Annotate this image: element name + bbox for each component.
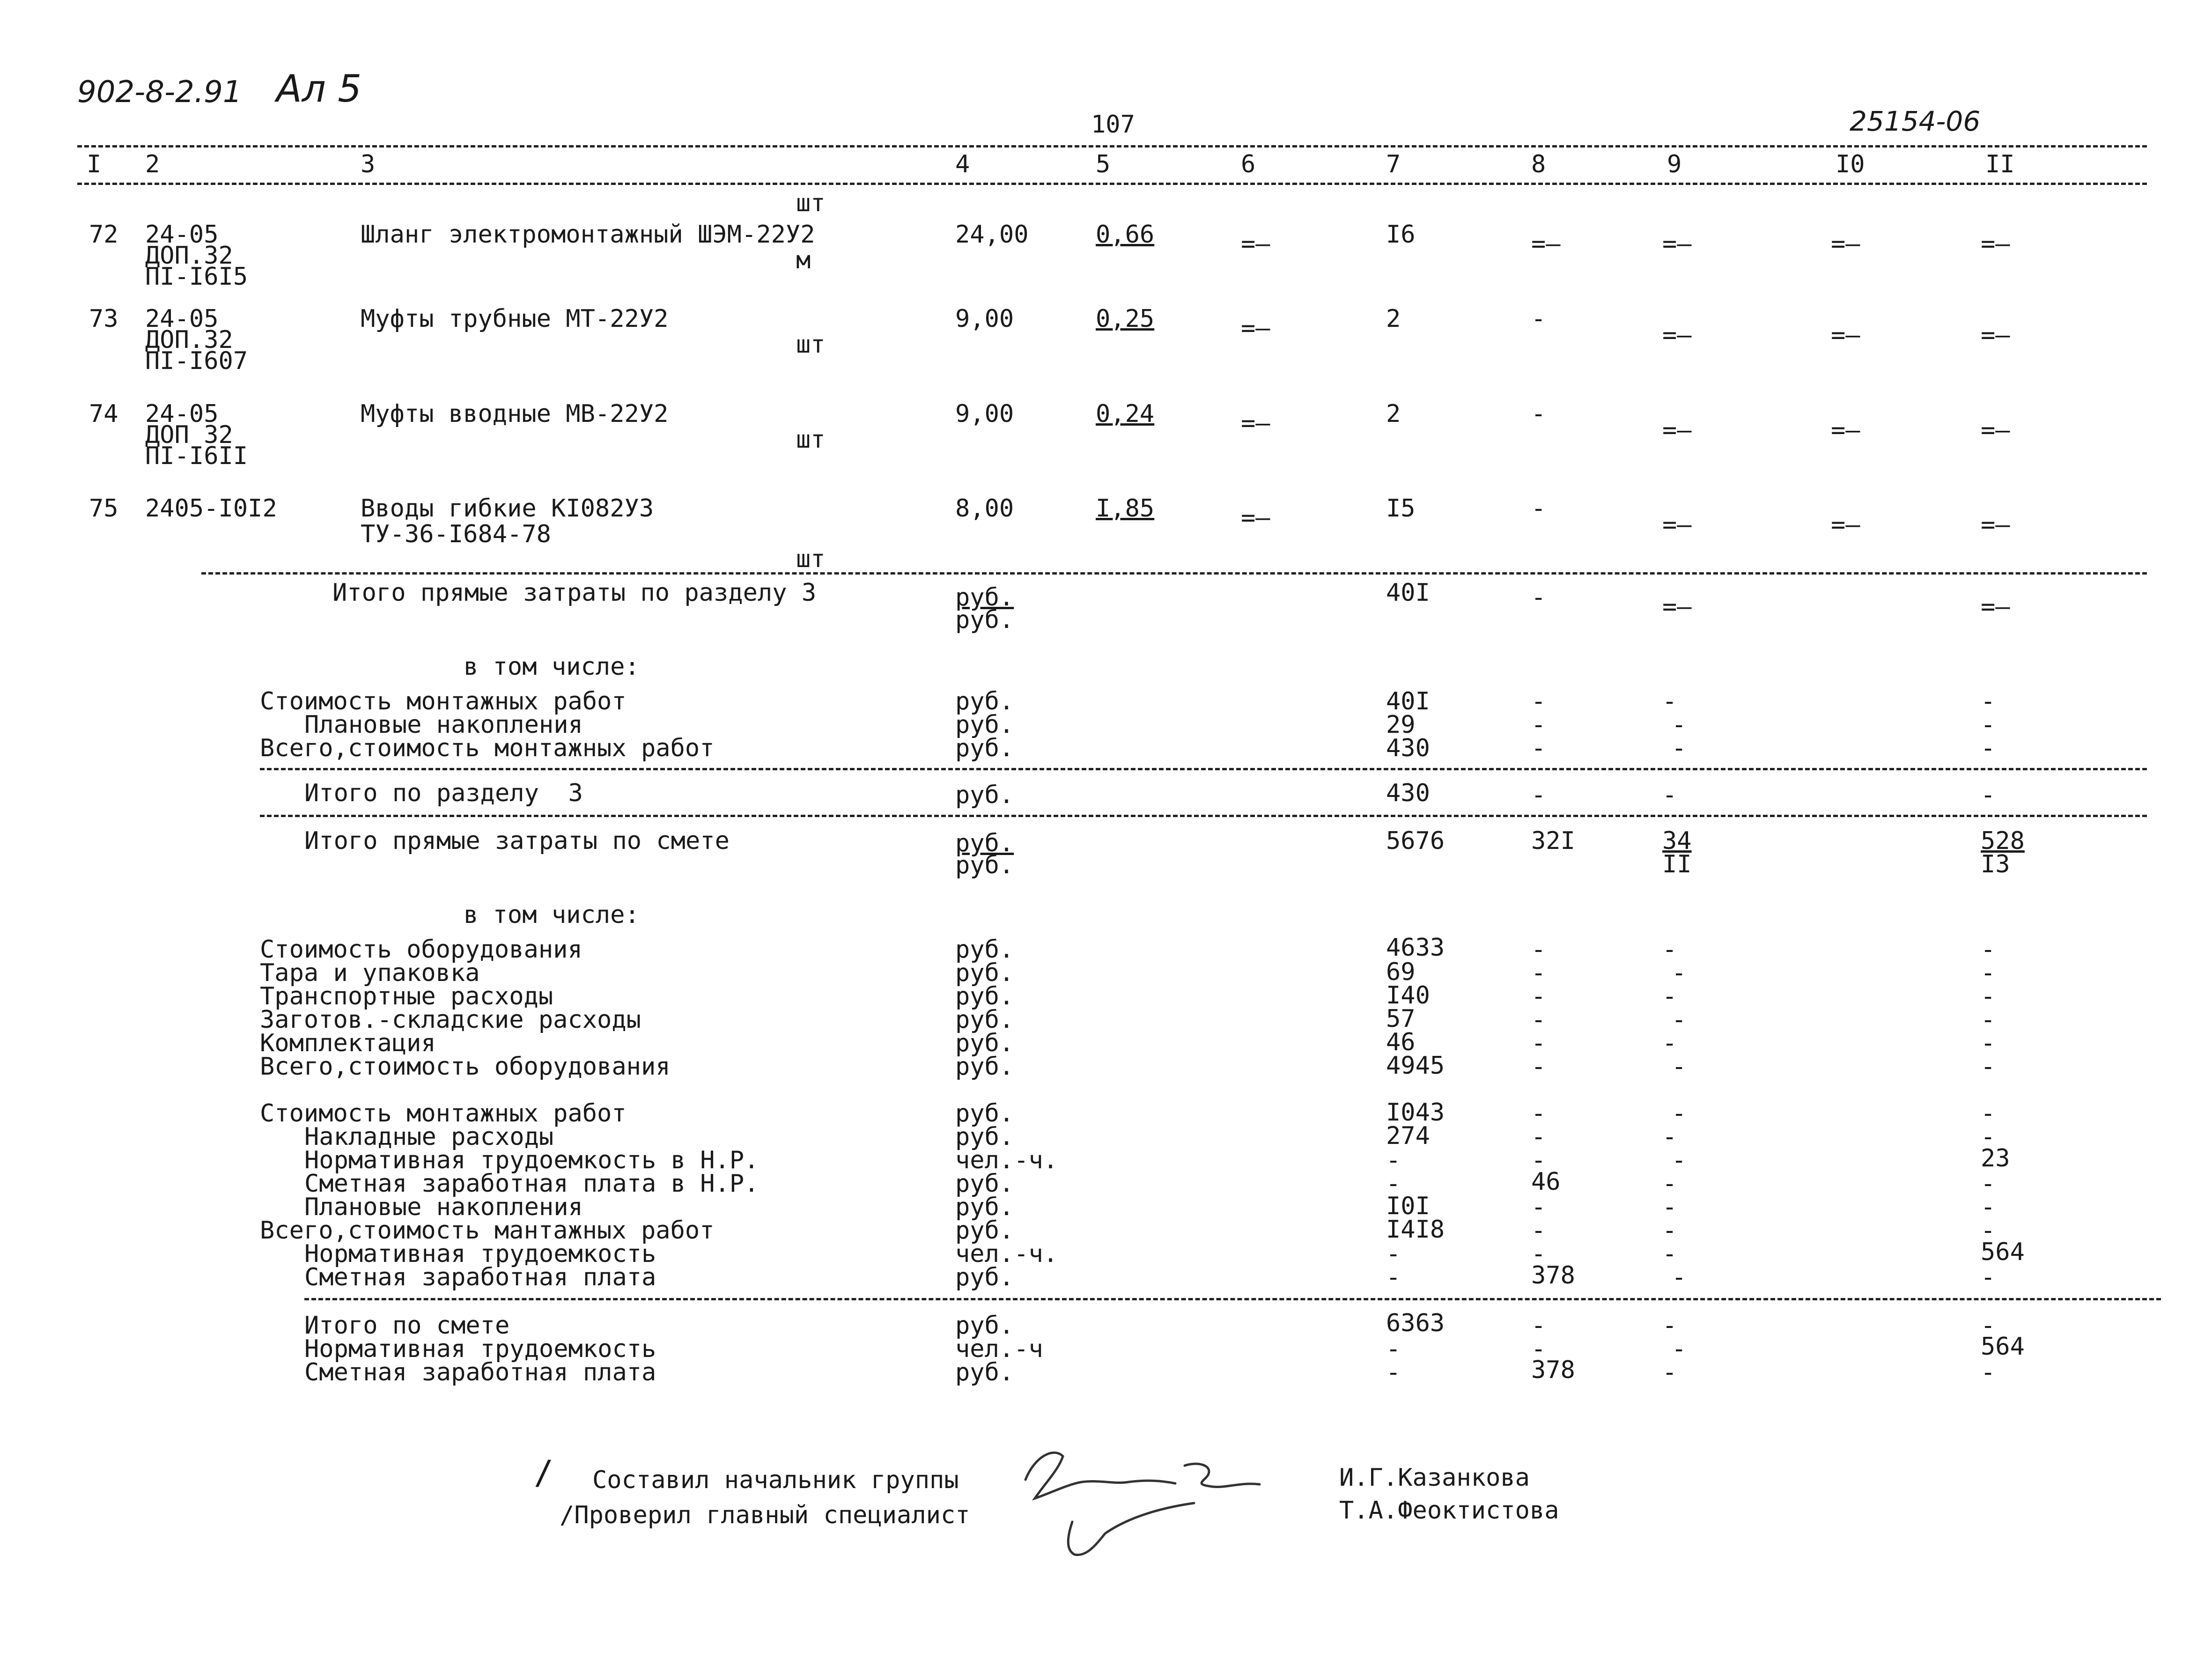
summary-c9: -: [1662, 1217, 1677, 1245]
summary-label: Стоимость монтажных работ: [260, 1099, 627, 1128]
grand-total-c11: -: [1981, 1312, 1996, 1340]
summary-c11: -: [1981, 959, 1996, 987]
summary-label: Накладные расходы: [304, 1123, 554, 1151]
summary-label: Плановые накопления: [304, 711, 583, 739]
summary-unit: руб.: [955, 1123, 1014, 1151]
col-number: 9: [1667, 150, 1682, 178]
estimate-direct-c7: 5676: [1386, 827, 1445, 855]
summary-label: Сметная заработная плата в Н.Р.: [304, 1170, 759, 1198]
signature-name: И.Г.Казанкова: [1339, 1464, 1530, 1492]
grand-total-unit: руб.: [955, 1312, 1014, 1340]
summary-c8: -: [1531, 1029, 1546, 1057]
summary-c7: 430: [1386, 734, 1430, 762]
summary-unit: руб.: [955, 1006, 1014, 1034]
section3-final-c7: 430: [1386, 779, 1430, 807]
item-code: ПI-I607: [145, 347, 248, 375]
item-c6: =—: [1241, 230, 1270, 258]
item-number: 73: [89, 305, 118, 333]
page-number: 107: [1091, 111, 1135, 139]
summary-c7: 274: [1386, 1122, 1430, 1150]
estimate-direct-c9: 34: [1662, 827, 1692, 855]
summary-unit: руб.: [955, 734, 1014, 762]
summary-c8: -: [1531, 982, 1546, 1010]
estimate-direct-label: Итого прямые затраты по смете: [304, 827, 730, 855]
item-c6: =—: [1241, 504, 1270, 532]
grand-total-c7: -: [1386, 1335, 1401, 1363]
section3-final-c9: -: [1662, 781, 1677, 809]
summary-label: Комплектация: [260, 1029, 436, 1057]
summary-c11: -: [1981, 1053, 1996, 1081]
header-bottom-line: [77, 183, 2147, 185]
summary-unit: руб.: [955, 711, 1014, 739]
section3-final-c11: -: [1981, 781, 1996, 809]
summary-c8: -: [1531, 1099, 1546, 1128]
item-c6: =—: [1241, 409, 1270, 437]
item-c7: 2: [1386, 305, 1401, 333]
item-c11: =—: [1981, 416, 2010, 444]
item-c9: =—: [1662, 511, 1692, 539]
summary-c8: 46: [1531, 1168, 1561, 1196]
summary-c7: 69: [1386, 958, 1416, 986]
item-c7: I6: [1386, 221, 1416, 249]
summary-c9: -: [1672, 1263, 1687, 1291]
estimate-direct-c11: I3: [1981, 850, 2010, 878]
summary-c7: -: [1386, 1146, 1401, 1174]
grand-total-c7: -: [1386, 1358, 1401, 1386]
col-number: I0: [1836, 150, 1865, 178]
summary-c8: -: [1531, 1006, 1546, 1034]
summary-c7: 46: [1386, 1028, 1416, 1056]
section3-total-c9: =—: [1662, 593, 1692, 621]
section3-final-label: Итого по разделу 3: [304, 779, 583, 807]
item-unit: шт: [796, 545, 826, 573]
subsection-title: в том числе:: [464, 901, 640, 929]
summary-c7: 4633: [1386, 934, 1445, 962]
summary-unit: руб.: [955, 1217, 1014, 1245]
summary-label: Плановые накопления: [304, 1193, 583, 1221]
summary-label: Всего,стоимость мaнтажных работ: [260, 1217, 715, 1245]
summary-label: Всего,стоимость монтажных работ: [260, 734, 715, 762]
summary-c8: -: [1531, 1146, 1546, 1174]
estimate-direct-unit: руб.: [955, 851, 1014, 879]
item-code: 2405-I0I2: [145, 494, 277, 523]
item-c8: -: [1531, 494, 1546, 523]
item-unit: шт: [796, 331, 826, 359]
section-divider: [260, 768, 2147, 770]
summary-unit: руб.: [955, 1193, 1014, 1221]
slash-mark: /: [560, 1501, 575, 1529]
item-c9: =—: [1662, 321, 1692, 349]
summary-c11: -: [1981, 1006, 1996, 1034]
summary-label: Стоимость оборудования: [260, 936, 582, 964]
summary-c7: -: [1386, 1170, 1401, 1198]
archive-number: 25154-06: [1850, 105, 1981, 137]
item-qty: 8,00: [955, 494, 1014, 523]
item-c11: =—: [1981, 321, 2010, 349]
summary-c9: -: [1662, 1193, 1677, 1221]
summary-c8: -: [1531, 711, 1546, 739]
summary-label: Стоимость монтажных работ: [260, 687, 627, 715]
summary-c9: -: [1672, 734, 1687, 762]
summary-c7: -: [1386, 1240, 1401, 1268]
section-divider: [201, 572, 2147, 575]
summary-c11: -: [1981, 982, 1996, 1010]
item-qty: 24,00: [955, 221, 1029, 249]
item-c7: I5: [1386, 494, 1416, 523]
summary-c11: -: [1981, 936, 1996, 964]
item-code: 24-05: [145, 221, 219, 249]
item-number: 75: [89, 494, 118, 523]
estimate-direct-unit: руб.: [955, 829, 1014, 857]
summary-label: Заготов.-складские расходы: [260, 1006, 641, 1034]
summary-c9: -: [1672, 1099, 1687, 1128]
summary-c9: -: [1672, 1006, 1687, 1034]
summary-c8: -: [1531, 734, 1546, 762]
summary-c7: -: [1386, 1263, 1401, 1291]
col-number: 6: [1241, 150, 1256, 178]
grand-total-c9: -: [1672, 1335, 1687, 1363]
summary-c7: 57: [1386, 1005, 1416, 1033]
item-c8: =—: [1531, 230, 1561, 258]
header-top-line: [77, 145, 2147, 147]
summary-c7: I0I: [1386, 1192, 1430, 1220]
summary-c11: -: [1981, 1123, 1996, 1151]
item-price: I,85: [1096, 494, 1155, 523]
summary-c7: 40I: [1386, 687, 1430, 715]
item-unit: шт: [796, 426, 826, 454]
summary-c9: -: [1672, 959, 1687, 987]
summary-c7: I043: [1386, 1099, 1445, 1127]
summary-unit: руб.: [955, 1029, 1014, 1057]
section3-final-unit: руб.: [955, 781, 1014, 809]
slash-mark: /: [534, 1453, 554, 1492]
summary-c8: -: [1531, 1053, 1546, 1081]
signature-name: Т.А.Феоктистова: [1339, 1497, 1559, 1525]
col-number: 2: [145, 150, 160, 178]
summary-unit: руб.: [955, 936, 1014, 964]
summary-unit: руб.: [955, 959, 1014, 987]
col-number: 7: [1386, 150, 1401, 178]
summary-c11: -: [1981, 1217, 1996, 1245]
unit-label: шт: [796, 189, 826, 217]
item-code: 24-05: [145, 400, 219, 428]
grand-total-c7: 6363: [1386, 1309, 1445, 1337]
item-qty: 9,00: [955, 305, 1014, 333]
summary-c9: -: [1662, 1240, 1677, 1268]
signature-role: Составил начальник группы: [592, 1466, 959, 1494]
estimate-direct-c11: 528: [1981, 827, 2025, 855]
grand-total-unit: чел.-ч: [955, 1335, 1043, 1363]
col-number: 5: [1096, 150, 1111, 178]
grand-total-c9: -: [1662, 1358, 1677, 1386]
summary-c9: -: [1662, 687, 1677, 715]
summary-c8: -: [1531, 1193, 1546, 1221]
section3-final-c8: -: [1531, 781, 1546, 809]
item-price: 0,24: [1096, 400, 1155, 428]
estimate-direct-c9: II: [1662, 850, 1692, 878]
item-name: Шланг электромонтажный ШЭМ-22У2: [361, 221, 815, 249]
summary-c11: -: [1981, 687, 1996, 715]
section3-total-unit: руб.: [955, 606, 1014, 634]
section-divider: [260, 815, 2147, 817]
summary-c8: -: [1531, 936, 1546, 964]
section3-total-c7: 40I: [1386, 579, 1430, 607]
sheet-label: Ал 5: [276, 67, 362, 111]
summary-c8: -: [1531, 1123, 1546, 1151]
summary-c9: -: [1662, 1170, 1677, 1198]
summary-unit: руб.: [955, 1053, 1014, 1081]
item-name: ТУ-36-I684-78: [361, 520, 551, 548]
item-code: ПI-I6I5: [145, 263, 248, 291]
item-code: ДОП.32: [145, 242, 233, 270]
summary-c7: 4945: [1386, 1052, 1445, 1080]
grand-total-c8: 378: [1531, 1356, 1575, 1384]
item-c7: 2: [1386, 400, 1401, 428]
item-c10: =—: [1831, 511, 1860, 539]
summary-label: Сметная заработная плата: [304, 1263, 656, 1291]
summary-unit: чел.-ч.: [955, 1146, 1058, 1174]
summary-c11: -: [1981, 1193, 1996, 1221]
summary-unit: руб.: [955, 982, 1014, 1010]
summary-label: Тара и упаковка: [260, 959, 480, 987]
summary-label: Всего,стоимость оборудования: [260, 1053, 671, 1081]
summary-label: Нормативная трудоемкость: [304, 1240, 656, 1268]
section3-total-c8: -: [1531, 583, 1546, 612]
item-price: 0,25: [1096, 305, 1155, 333]
section3-total-unit: руб.: [955, 583, 1014, 612]
summary-c8: -: [1531, 1217, 1546, 1245]
item-code: 24-05: [145, 305, 219, 333]
col-number: 3: [361, 150, 376, 178]
grand-total-label: Сметная заработная плата: [304, 1358, 656, 1386]
item-code: ДОП.32: [145, 326, 233, 354]
item-c11: =—: [1981, 230, 2010, 258]
signature-image: [1007, 1428, 1269, 1569]
summary-label: Нормативная трудоемкость в Н.Р.: [304, 1146, 759, 1174]
summary-c11: -: [1981, 734, 1996, 762]
item-price: 0,66: [1096, 221, 1155, 249]
summary-c8: -: [1531, 959, 1546, 987]
item-c10: =—: [1831, 321, 1860, 349]
summary-unit: руб.: [955, 1170, 1014, 1198]
section3-total-label: Итого прямые затраты по разделу 3: [332, 579, 817, 607]
item-number: 74: [89, 400, 118, 428]
item-c11: =—: [1981, 511, 2010, 539]
item-c6: =—: [1241, 314, 1270, 342]
summary-c8: -: [1531, 687, 1546, 715]
col-number: 4: [955, 150, 970, 178]
summary-unit: руб.: [955, 687, 1014, 715]
summary-c11: 23: [1981, 1144, 2010, 1172]
item-c10: =—: [1831, 230, 1860, 258]
summary-c11: -: [1981, 1170, 1996, 1198]
summary-c7: I40: [1386, 981, 1430, 1010]
item-name: Вводы гибкие КI082У3: [361, 494, 654, 523]
summary-c9: -: [1662, 1029, 1677, 1057]
grand-total-label: Нормативная трудоемкость: [304, 1335, 656, 1363]
item-qty: 9,00: [955, 400, 1014, 428]
summary-c11: -: [1981, 711, 1996, 739]
summary-unit: чел.-ч.: [955, 1240, 1058, 1268]
doc-code: 902-8-2.91: [77, 75, 242, 110]
col-number: II: [1985, 150, 2015, 178]
item-number: 72: [89, 221, 118, 249]
grand-total-c8: -: [1531, 1312, 1546, 1340]
summary-c11: -: [1981, 1263, 1996, 1291]
signature-role: [560, 1503, 970, 1527]
subsection-title: в том числе:: [464, 653, 640, 681]
summary-c9: -: [1662, 982, 1677, 1010]
estimate-direct-c8: 32I: [1531, 827, 1575, 855]
grand-total-c11: -: [1981, 1358, 1996, 1386]
item-c8: -: [1531, 305, 1546, 333]
summary-unit: руб.: [955, 1263, 1014, 1291]
summary-unit: руб.: [955, 1099, 1014, 1128]
summary-c9: -: [1662, 936, 1677, 964]
summary-c11: -: [1981, 1029, 1996, 1057]
summary-c9: -: [1672, 1053, 1687, 1081]
col-number: I: [87, 150, 102, 178]
grand-total-c8: -: [1531, 1335, 1546, 1363]
grand-total-c9: -: [1662, 1312, 1677, 1340]
summary-c8: 378: [1531, 1261, 1575, 1290]
item-c10: =—: [1831, 416, 1860, 444]
signature-role-text: Проверил главный специалист: [574, 1501, 970, 1529]
item-c9: =—: [1662, 416, 1692, 444]
col-number: 8: [1531, 150, 1546, 178]
grand-total-label: Итого по смете: [304, 1312, 510, 1340]
summary-c9: -: [1672, 1146, 1687, 1174]
section-divider: [304, 1298, 2161, 1300]
summary-c7: I4I8: [1386, 1216, 1445, 1244]
summary-c8: -: [1531, 1240, 1546, 1268]
summary-label: Транспортные расходы: [260, 982, 553, 1010]
item-code: ДОП 32: [145, 421, 233, 449]
summary-c11: -: [1981, 1099, 1996, 1128]
summary-c11: 564: [1981, 1238, 2025, 1266]
section3-total-c11: =—: [1981, 593, 2010, 621]
item-name: Муфты трубные МТ-22У2: [361, 305, 669, 333]
summary-c9: -: [1672, 711, 1687, 739]
item-c8: -: [1531, 400, 1546, 428]
summary-c9: -: [1662, 1123, 1677, 1151]
item-name: Муфты вводные МВ-22У2: [361, 400, 669, 428]
item-c9: =—: [1662, 230, 1692, 258]
item-unit: м: [796, 246, 811, 274]
grand-total-unit: руб.: [955, 1358, 1014, 1386]
grand-total-c11: 564: [1981, 1333, 2025, 1361]
summary-c7: 29: [1386, 711, 1416, 739]
item-code: ПI-I6II: [145, 442, 248, 470]
